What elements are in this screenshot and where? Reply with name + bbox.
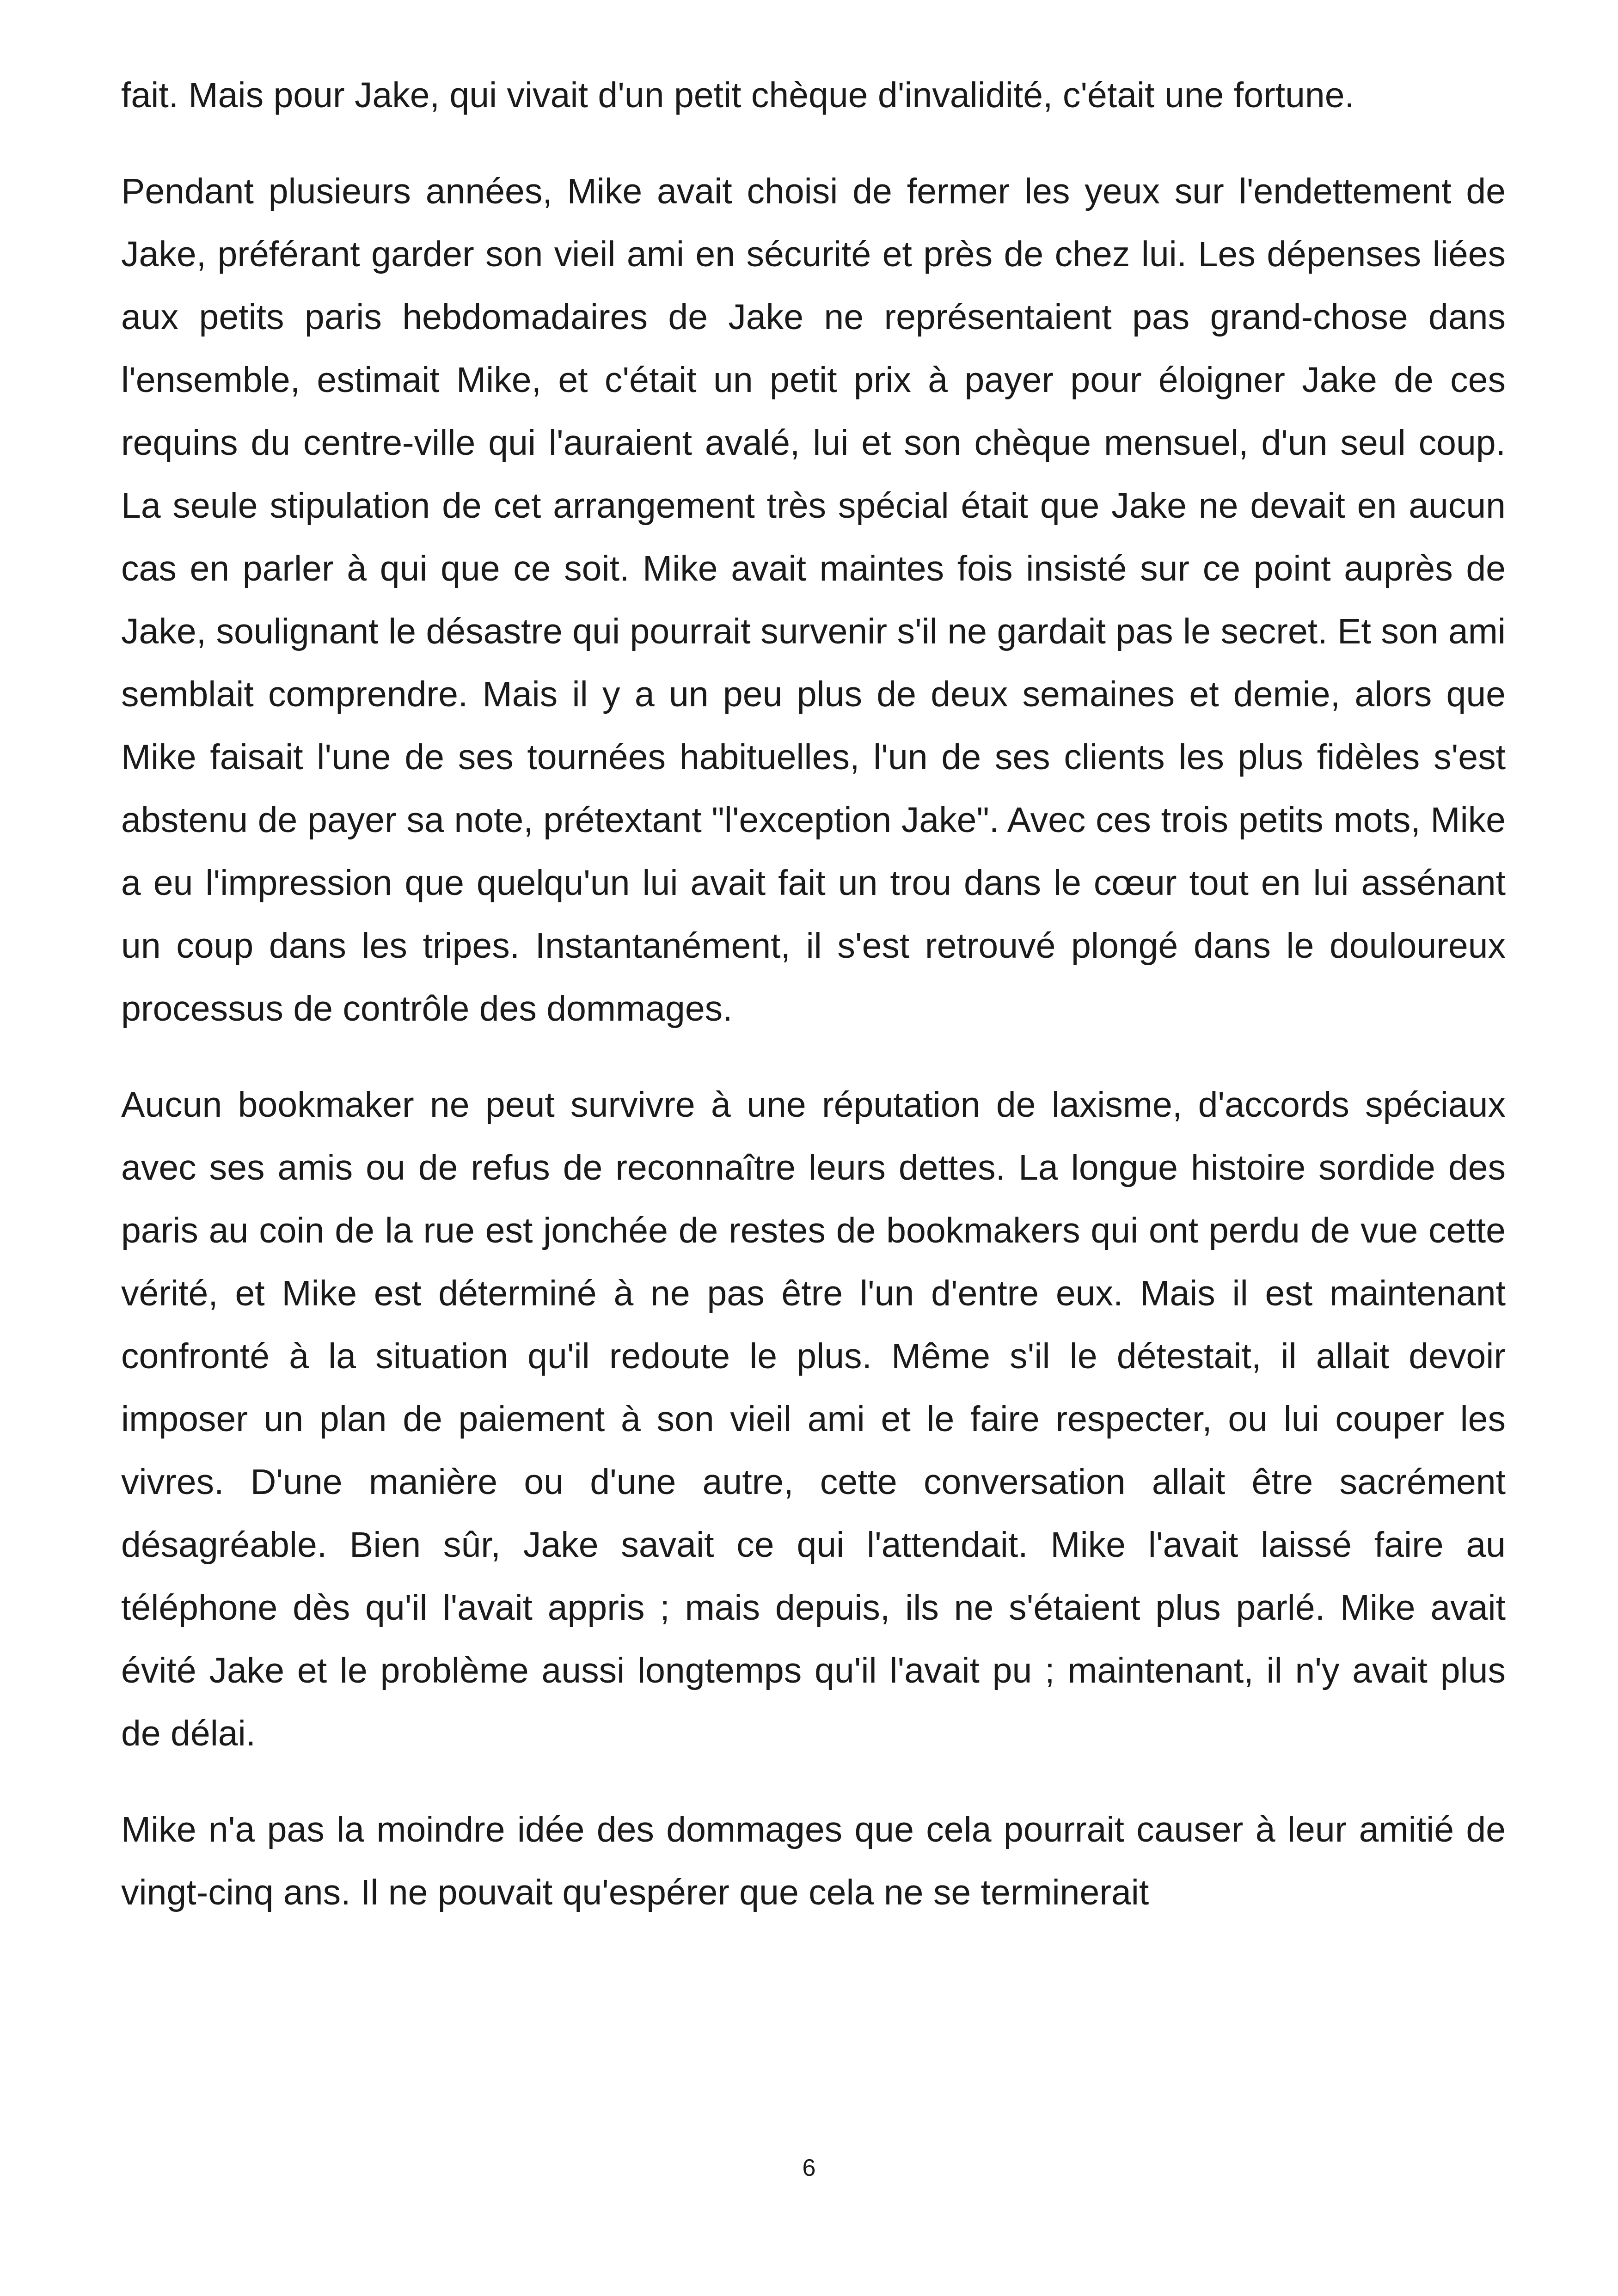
page-body (121, 64, 1506, 1957)
paragraph-1: fait. Mais pour Jake, qui vivait d'un petit chèque d'invalidité, c'était une fortune. (121, 75, 1354, 115)
paragraph-2: Pendant plusieurs années, Mike avait choisi de fermer les yeux sur l'endettement de Jake, préférant garder son vieil ami en sécurité et près de chez lui. Les dépenses liées aux petits paris hebdomadaires de Jake ne représentaient pas grand-chose dans l'ensemble, estimait Mike, et c'était un petit prix à payer pour éloigner Jake de ces requins du centre-ville qui l'auraient avalé, lui et son chèque mensuel, d'un seul coup. La seule stipulation de cet arrangement très spécial était que Jake ne devait en aucun cas en parler à qui que ce soit. Mike avait maintes fois insisté sur ce point auprès de Jake, soulignant le désastre qui pourrait survenir s'il ne gardait pas le secret. Et son ami semblait comprendre. Mais il y a un peu plus de deux semaines et demie, alors que Mike faisait l'une de ses tournées habituelles, l'un de ses clients les plus fidèles s'est abstenu de payer sa note, prétextant "l'exception Jake". Avec ces trois petits mots, Mike a eu l'impression que quelqu'un lui avait fait un trou dans le cœur tout en lui assénant un coup dans les tripes. Instantanément, il s'est retrouvé plongé dans le douloureux processus de contrôle des dommages. (121, 171, 1506, 1029)
paragraph-4: Mike n'a pas la moindre idée des dommages que cela pourrait causer à leur amitié de vingt-cinq ans. Il ne pouvait qu'espérer que cela ne se terminerait (121, 1810, 1506, 1912)
paragraph-3: Aucun bookmaker ne peut survivre à une réputation de laxisme, d'accords spéciaux avec ses amis ou de refus de reconnaître leurs dettes. La longue histoire sordide des paris au coin de la rue est jonchée de restes de bookmakers qui ont perdu de vue cette vérité, et Mike est déterminé à ne pas être l'un d'entre eux. Mais il est maintenant confronté à la situation qu'il redoute le plus. Même s'il le détestait, il allait devoir imposer un plan de paiement à son vieil ami et le faire respecter, ou lui couper les vivres. D'une manière ou d'une autre, cette conversation allait être sacrément désagréable. Bien sûr, Jake savait ce qui l'attendait. Mike l'avait laissé faire au téléphone dès qu'il l'avait appris ; mais depuis, ils ne s'étaient plus parlé. Mike avait évité Jake et le problème aussi longtemps qu'il l'avait pu ; maintenant, il n'y avait plus de délai. (121, 1085, 1506, 1753)
page-number: 6 (802, 2155, 816, 2181)
